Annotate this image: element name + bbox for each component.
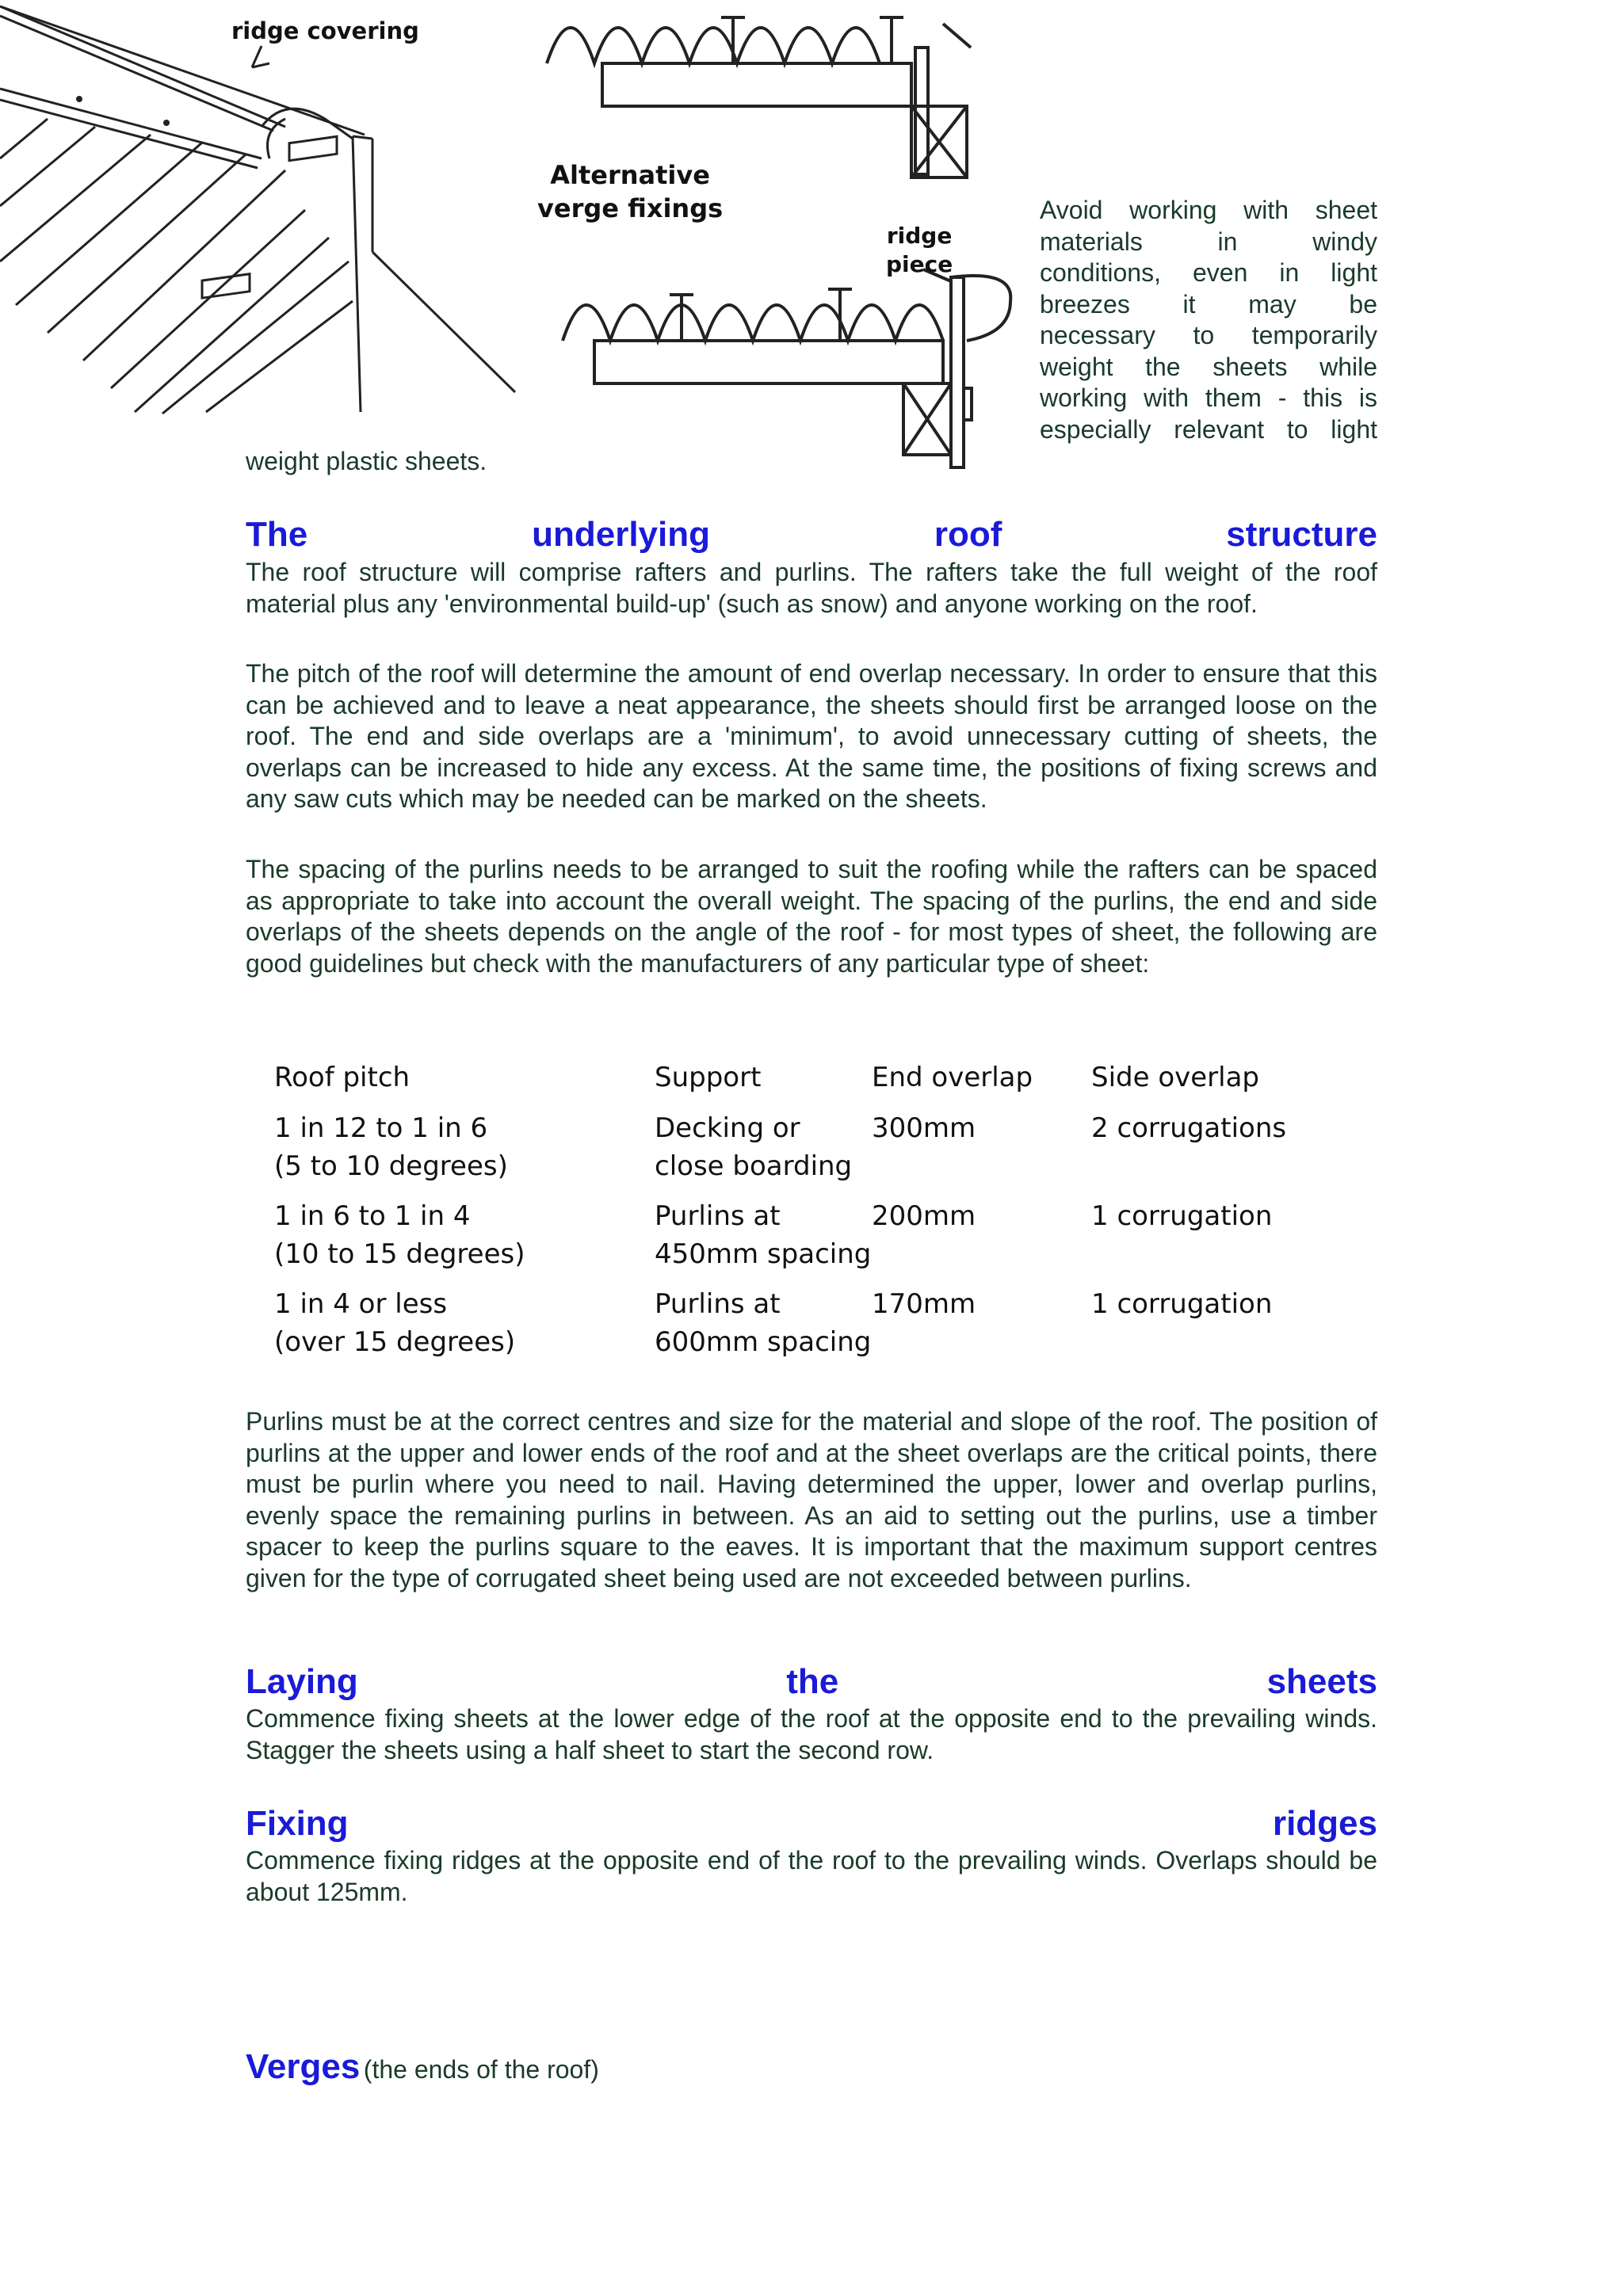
roof-structure-p2: The pitch of the roof will determine the amount of end overlap necessary. In order to ensure that this can be achieved and to leave a neat appearance, the sheets should first be arranged loose on the roof. The end and side overlaps are a 'minimum', to avoid unnecessary cutting of sheets, the overlaps can be increased to hide any excess. At the same time, the positions of fixing screws and any saw cuts which may be needed can be marked on the sheets. [246, 659, 1377, 813]
pitch-line: (5 to 10 degrees) [274, 1150, 508, 1182]
table-header-side: Side overlap [1091, 1062, 1260, 1093]
heading-laying-sheets [246, 1662, 1377, 1702]
intro-line: breezes it may be [1040, 289, 1377, 318]
heading-word: structure [1226, 515, 1377, 554]
verges-title: Verges [246, 2047, 361, 2086]
alt-verge-label-line2: verge fixings [537, 193, 724, 223]
table-cell-side: 1 corrugation [1091, 1288, 1273, 1320]
ridge-piece-label-line2: piece [886, 251, 953, 277]
support-line: Purlins at [655, 1288, 781, 1320]
intro-line: working with them - this is [1040, 383, 1377, 412]
laying-p1: Commence fixing sheets at the lower edge of the roof at the opposite end to the prevailing winds. Stagger the sheets using a half sheet to start the second row. [246, 1704, 1377, 1764]
intro-line: weight the sheets while [1040, 352, 1377, 381]
table-cell-end: 170mm [872, 1288, 976, 1320]
table-cell-end: 300mm [872, 1112, 976, 1144]
heading-word: ridges [1272, 1804, 1377, 1843]
ridge-piece-label-line1: ridge [886, 223, 953, 249]
roof-structure-p4: Purlins must be at the correct centres and size for the material and slope of the roof. The position of purlins at the upper and lower ends of the roof and at the sheet overlaps are the critical points, there must be purlin where you need to nail. Having determined the upper, lower and overlap purlins, evenly space the remaining purlins in between. As an aid to setting out the purlins, use a timber spacer to keep the purlins square to the eaves. It is important that the maximum support centres given for the type of corrugated sheet being used are not exceeded between purlins. [246, 1407, 1377, 1592]
intro-line: conditions, even in light [1040, 258, 1377, 287]
table-cell-support [655, 1197, 871, 1273]
support-line: Purlins at [655, 1200, 781, 1232]
heading-word: Fixing [246, 1804, 349, 1843]
intro-tail: weight plastic sheets. [246, 447, 487, 475]
table-cell-side: 1 corrugation [1091, 1200, 1273, 1232]
table-header-end: End overlap [872, 1062, 1033, 1093]
pitch-line: 1 in 4 or less [274, 1288, 448, 1320]
alt-verge-label-line1: Alternative [550, 160, 710, 190]
ridge-covering-label: ridge covering [231, 17, 419, 44]
intro-line: especially relevant to light [1040, 414, 1377, 444]
heading-word: roof [934, 515, 1002, 554]
ridges-p1: Commence fixing ridges at the opposite end of the roof to the prevailing winds. Overlaps should be about 125mm. [246, 1846, 1377, 1906]
table-cell-support [655, 1109, 852, 1185]
support-line: 600mm spacing [655, 1326, 872, 1358]
support-line: 450mm spacing [655, 1238, 872, 1270]
intro-line: Avoid working with sheet [1040, 196, 1377, 224]
intro-line: necessary to temporarily [1040, 321, 1377, 349]
pitch-line: 1 in 6 to 1 in 4 [274, 1200, 471, 1232]
table-cell-side: 2 corrugations [1091, 1112, 1287, 1144]
table-header-support: Support [655, 1062, 762, 1093]
heading-word: The [246, 515, 308, 554]
table-header-pitch: Roof pitch [274, 1062, 411, 1093]
intro-line: materials in windy [1040, 227, 1377, 256]
verges-subtitle: (the ends of the roof) [363, 2055, 599, 2084]
heading-word: underlying [532, 515, 710, 554]
pitch-line: (over 15 degrees) [274, 1326, 516, 1358]
table-cell-pitch [274, 1197, 525, 1273]
support-line: close boarding [655, 1150, 853, 1182]
pitch-line: (10 to 15 degrees) [274, 1238, 525, 1270]
roof-structure-p3: The spacing of the purlins needs to be arranged to suit the roofing while the rafters can be spaced as appropriate to take into account the overall weight. The spacing of the purlins, the end and side overlaps of the sheets depends on the angle of the roof - for most types of sheet, the following are good guidelines but check with the manufacturers of any particular type of sheet: [246, 855, 1377, 978]
heading-fixing-ridges [246, 1804, 1377, 1844]
heading-verges [246, 2047, 599, 2087]
table-cell-pitch [274, 1109, 508, 1185]
table-cell-support [655, 1285, 871, 1361]
table-cell-pitch [274, 1285, 515, 1361]
heading-word: Laying [246, 1662, 358, 1701]
pitch-line: 1 in 12 to 1 in 6 [274, 1112, 488, 1144]
roof-structure-p1: The roof structure will comprise rafters and purlins. The rafters take the full weight of the roof material plus any 'environmental build-up' (such as snow) and anyone working on the roof. [246, 558, 1377, 618]
heading-word: sheets [1266, 1662, 1377, 1701]
heading-word: the [786, 1662, 839, 1701]
table-cell-end: 200mm [872, 1200, 976, 1232]
support-line: Decking or [655, 1112, 800, 1144]
